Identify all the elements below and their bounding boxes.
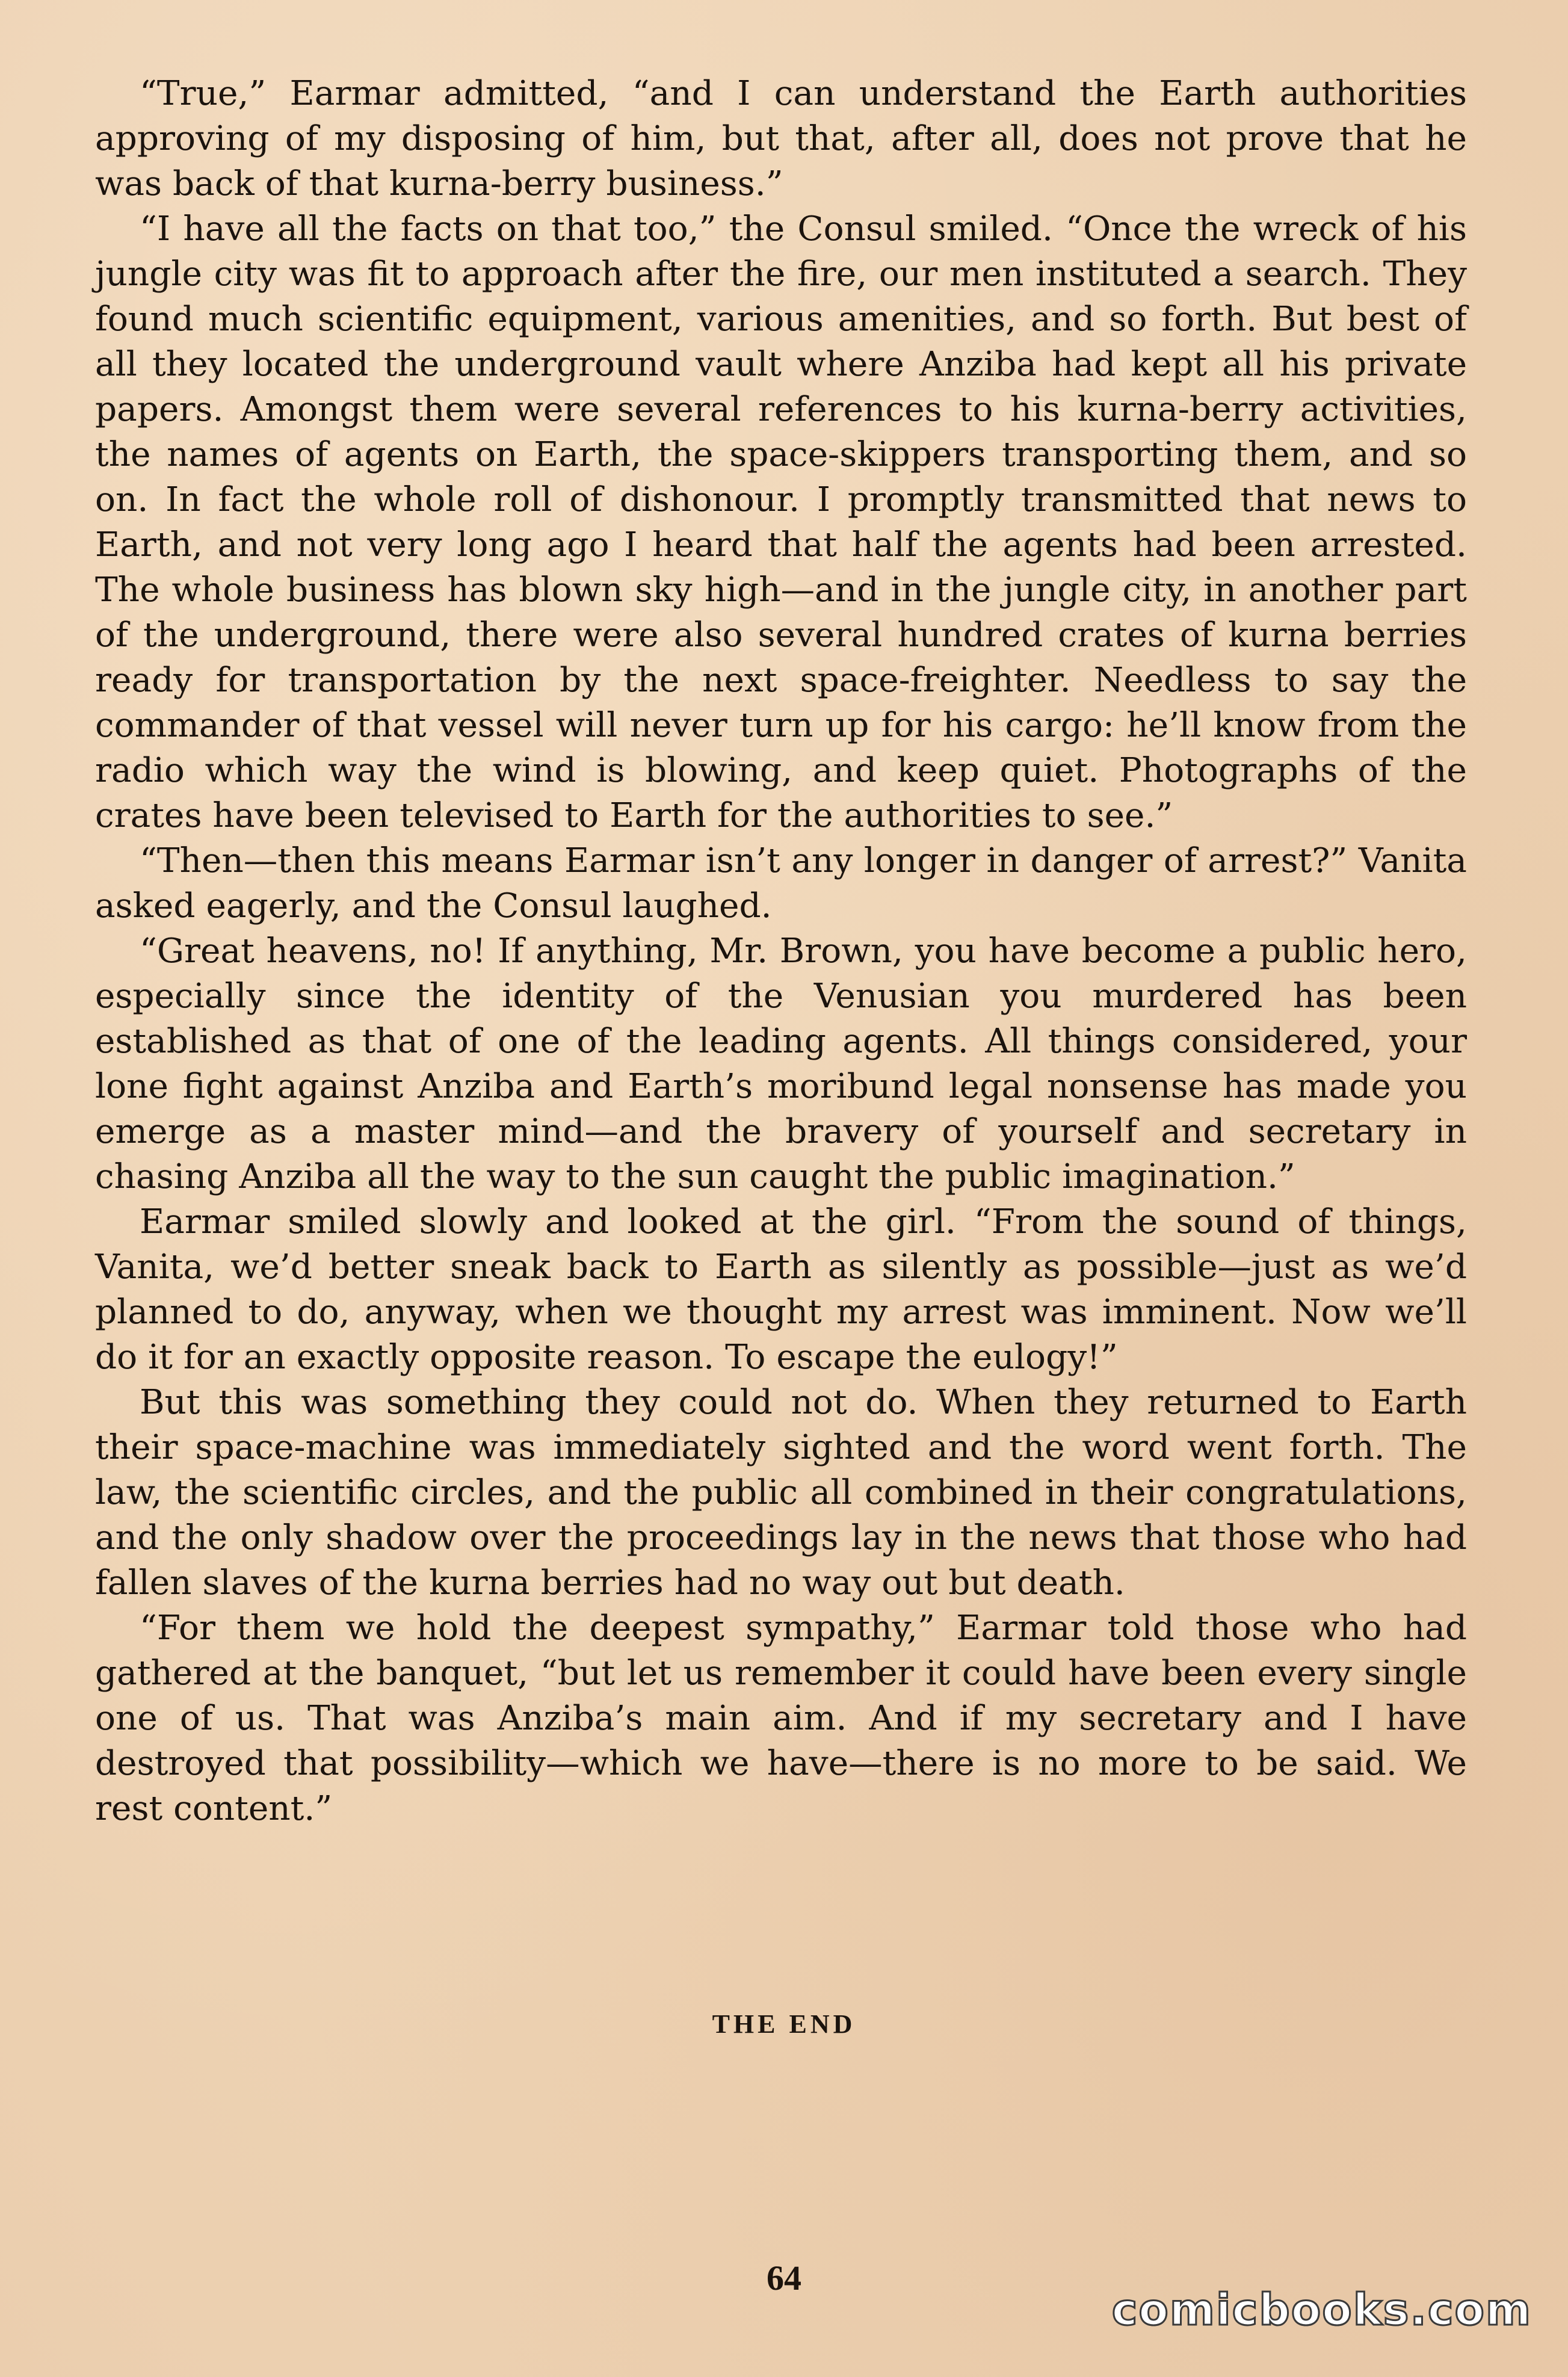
paragraph: “True,” Earmar admitted, “and I can understand the Earth authorities approving of my disposing of him, but that, after all, does not prove that he was back of that kurna-berry business.”: [95, 74, 1467, 203]
the-end-heading: THE END: [712, 2009, 856, 2039]
watermark-logo: comicbooks.com: [1111, 2284, 1532, 2335]
paragraph: “Great heavens, no! If anything, Mr. Brown, you have become a public hero, especially since the identity of the Venusian you murdered has been established as that of one of the leading agents. All things considered, your lone fight against Anziba and Earth’s moribund legal nonsense has made you emerge as a master mind—and the bravery of yourself and secretary in chasing Anziba all the way to the sun caught the public imagination.”: [95, 932, 1467, 1196]
paragraph: “I have all the facts on that too,” the Consul smiled. “Once the wreck of his jungle city was fit to approach after the fire, our men instituted a search. They found much scientific equipment, various amenities, and so forth. But best of all they located the underground vault where Anziba had kept all his private papers. Amongst them were several references to his kurna-berry activities, the names of agents on Earth, the space-skippers transporting them, and so on. In fact the whole roll of dishonour. I promptly transmitted that news to Earth, and not very long ago I heard that half the agents had been arrested. The whole business has blown sky high—and in the jungle city, in another part of the underground, there were also several hundred crates of kurna berries ready for transportation by the next space-freighter. Needless to say the commander of that vessel will never turn up for his cargo: he’ll know from the radio which way the wind is blowing, and keep quiet. Photographs of the crates have been televised to Earth for the authorities to see.”: [95, 209, 1467, 835]
paragraph: But this was something they could not do. When they returned to Earth their space-machine was immediately sighted and the word went forth. The law, the scientific circles, and the public all combined in their congratulations, and the only shadow over the proceedings lay in the news that those who had fallen slaves of the kurna berries had no way out but death.: [95, 1383, 1467, 1603]
story-text: [95, 71, 1467, 1831]
paragraph: “Then—then this means Earmar isn’t any longer in danger of arrest?” Vanita asked eagerly, and the Consul laughed.: [95, 841, 1467, 926]
paragraph: Earmar smiled slowly and looked at the girl. “From the sound of things, Vanita, we’d better sneak back to Earth as silently as possible—just as we’d planned to do, anyway, when we thought my arrest was imminent. Now we’ll do it for an exactly opposite reason. To escape the eulogy!”: [95, 1202, 1467, 1377]
paragraph: “For them we hold the deepest sympathy,” Earmar told those who had gathered at the banquet, “but let us remember it could have been every single one of us. That was Anziba’s main aim. And if my secretary and I have destroyed that possibility—which we have—there is no more to be said. We rest content.”: [95, 1609, 1467, 1828]
page-number: 64: [767, 2258, 801, 2298]
